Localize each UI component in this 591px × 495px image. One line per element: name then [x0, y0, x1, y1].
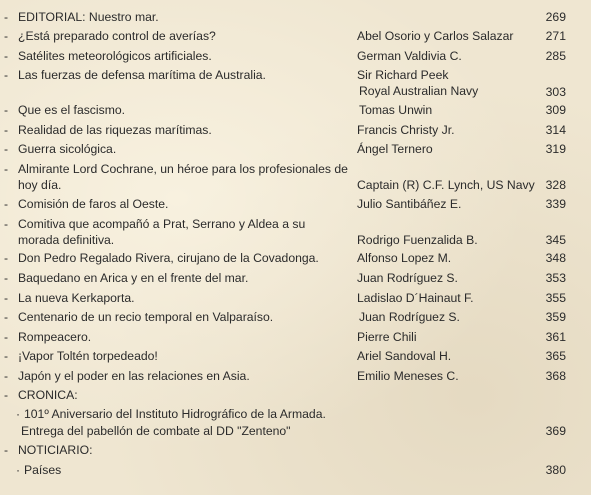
entry-page: 353	[545, 271, 566, 285]
list-marker: -	[4, 369, 9, 383]
entry-page: 365	[545, 349, 566, 363]
entry-title: Japón y el poder en las relaciones en Asia.	[18, 369, 250, 383]
list-marker: -	[4, 349, 9, 363]
entry-author: Alfonso Lopez M.	[357, 251, 452, 265]
list-marker: -	[4, 10, 9, 24]
bullet-marker: ·	[16, 463, 21, 477]
list-marker: -	[4, 142, 9, 156]
entry-page: 271	[545, 29, 566, 43]
section-heading: NOTICIARIO:	[18, 443, 93, 457]
entry-title: EDITORIAL: Nuestro mar.	[18, 10, 159, 24]
entry-author: German Valdivia C.	[357, 49, 462, 63]
entry-title: Comisión de faros al Oeste.	[18, 197, 169, 211]
list-marker: -	[4, 68, 9, 82]
entry-author-affiliation: Royal Australian Navy	[359, 84, 479, 98]
entry-author: Ángel Ternero	[357, 142, 433, 156]
entry-title: Rompeacero.	[18, 330, 92, 344]
entry-title: Almirante Lord Cochrane, un héroe para los profesionales de hoy día.	[18, 162, 348, 192]
entry-author: Rodrigo Fuenzalida B.	[357, 233, 478, 247]
entry-page: 269	[545, 10, 566, 24]
entry-page: 303	[545, 85, 566, 99]
entry-title: Que es el fascismo.	[18, 103, 126, 117]
entry-author: Pierre Chili	[357, 330, 417, 344]
entry-title: ¿Está preparado control de averías?	[18, 29, 216, 43]
list-marker: -	[4, 197, 9, 211]
entry-page: 348	[545, 251, 566, 265]
entry-title: Satélites meteorológicos artificiales.	[18, 49, 212, 63]
entry-page: 355	[545, 291, 566, 305]
list-marker: -	[4, 103, 9, 117]
entry-title: Realidad de las riquezas marítimas.	[18, 123, 212, 137]
entry-page: 380	[545, 463, 566, 477]
entry-author: Abel Osorio y Carlos Salazar	[357, 29, 514, 43]
subentry-title: Entrega del pabellón de combate al DD "Zenteno"	[21, 424, 291, 438]
entry-page: 339	[545, 197, 566, 211]
list-marker: -	[4, 291, 9, 305]
entry-author: Juan Rodríguez S.	[357, 271, 458, 285]
list-marker: -	[4, 217, 9, 231]
entry-title: ¡Vapor Toltén torpedeado!	[18, 349, 158, 363]
entry-author: Emilio Meneses C.	[357, 369, 459, 383]
entry-page: 314	[545, 123, 566, 137]
entry-page: 368	[545, 369, 566, 383]
entry-page: 345	[545, 233, 566, 247]
entry-author: Juan Rodríguez S.	[359, 310, 460, 324]
entry-author: Ariel Sandoval H.	[357, 349, 452, 363]
entry-author: Captain (R) C.F. Lynch, US Navy	[357, 178, 535, 192]
bullet-marker: ·	[16, 407, 21, 421]
entry-page: 319	[545, 142, 566, 156]
entry-author: Tomas Unwin	[359, 103, 433, 117]
list-marker: -	[4, 330, 9, 344]
list-marker: -	[4, 162, 9, 176]
entry-author: Julio Santibáñez E.	[357, 197, 462, 211]
entry-page: 361	[545, 330, 566, 344]
entry-title: La nueva Kerkaporta.	[18, 291, 135, 305]
entry-page: 359	[545, 310, 566, 324]
entry-title: Centenario de un recio temporal en Valparaíso.	[18, 310, 274, 324]
entry-title: Comitiva que acompañó a Prat, Serrano y Aldea a su morada definitiva.	[18, 217, 306, 247]
list-marker: -	[4, 123, 9, 137]
list-marker: -	[4, 29, 9, 43]
entry-title: Guerra sicológica.	[18, 142, 117, 156]
subentry-title: 101º Aniversario del Instituto Hidrográfico de la Armada.	[24, 407, 326, 421]
list-marker: -	[4, 271, 9, 285]
list-marker: -	[4, 443, 9, 457]
entry-page: 369	[545, 424, 566, 438]
subentry-title: Países	[24, 463, 62, 477]
entry-page: 309	[545, 103, 566, 117]
entry-page: 285	[545, 49, 566, 63]
entry-author: Francis Christy Jr.	[357, 123, 455, 137]
list-marker: -	[4, 49, 9, 63]
entry-title: Don Pedro Regalado Rivera, cirujano de la Covadonga.	[18, 251, 319, 265]
entry-author: Ladislao D´Hainaut F.	[357, 291, 474, 305]
list-marker: -	[4, 251, 9, 265]
entry-title: Las fuerzas de defensa marítima de Australia.	[18, 68, 266, 82]
entry-author: Sir Richard Peek	[357, 68, 449, 82]
list-marker: -	[4, 310, 9, 324]
list-marker: -	[4, 388, 9, 402]
entry-page: 328	[545, 178, 566, 192]
entry-title: Baquedano en Arica y en el frente del mar.	[18, 271, 249, 285]
section-heading: CRONICA:	[18, 388, 78, 402]
